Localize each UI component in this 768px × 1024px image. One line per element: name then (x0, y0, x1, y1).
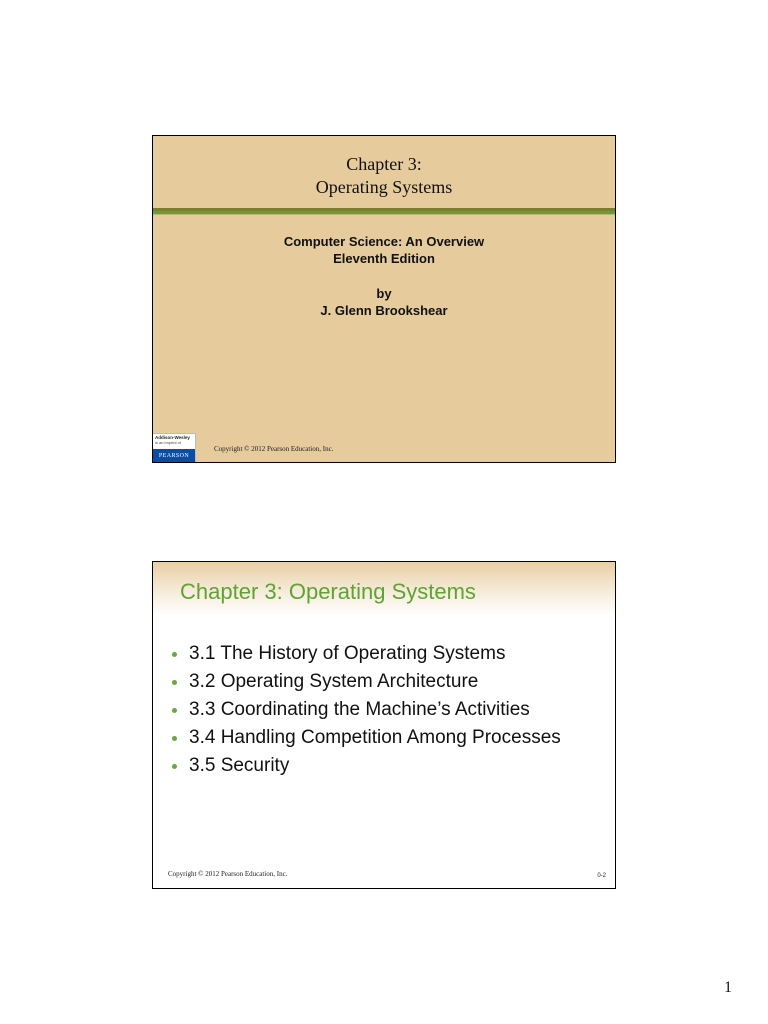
author-name: J. Glenn Brookshear (320, 303, 448, 318)
bullet-list (170, 640, 561, 780)
logo-imprint: is an imprint of (155, 440, 182, 445)
book-edition: Eleventh Edition (333, 251, 435, 266)
page-number: 1 (724, 979, 732, 996)
slide-number: 0-2 (597, 873, 606, 879)
bullet-item: 3.4 Handling Competition Among Processes (170, 724, 561, 752)
book-title: Computer Science: An Overview (283, 234, 485, 249)
title-divider (153, 208, 615, 215)
logo-publisher: Addison-Wesley (155, 435, 190, 440)
slide-heading: Chapter 3: Operating Systems (180, 579, 476, 604)
slide-title (153, 153, 615, 199)
bullet-item: 3.1 The History of Operating Systems (170, 640, 561, 668)
by-label: by (376, 286, 392, 301)
pearson-logo: PEARSON (153, 449, 195, 463)
slide1-copyright: Copyright © 2012 Pearson Education, Inc. (214, 445, 334, 453)
title-line-2: Operating Systems (315, 177, 453, 197)
bullet-item: 3.5 Security (170, 752, 561, 780)
slide2-copyright: Copyright © 2012 Pearson Education, Inc. (168, 870, 288, 878)
title-line-1: Chapter 3: (346, 154, 422, 174)
bullet-item: 3.3 Coordinating the Machine’s Activities (170, 696, 561, 724)
book-info (153, 233, 615, 267)
outline-slide (152, 561, 616, 889)
author-block (153, 285, 615, 319)
publisher-logo (153, 433, 196, 463)
title-slide (152, 135, 616, 463)
bullet-item: 3.2 Operating System Architecture (170, 668, 561, 696)
